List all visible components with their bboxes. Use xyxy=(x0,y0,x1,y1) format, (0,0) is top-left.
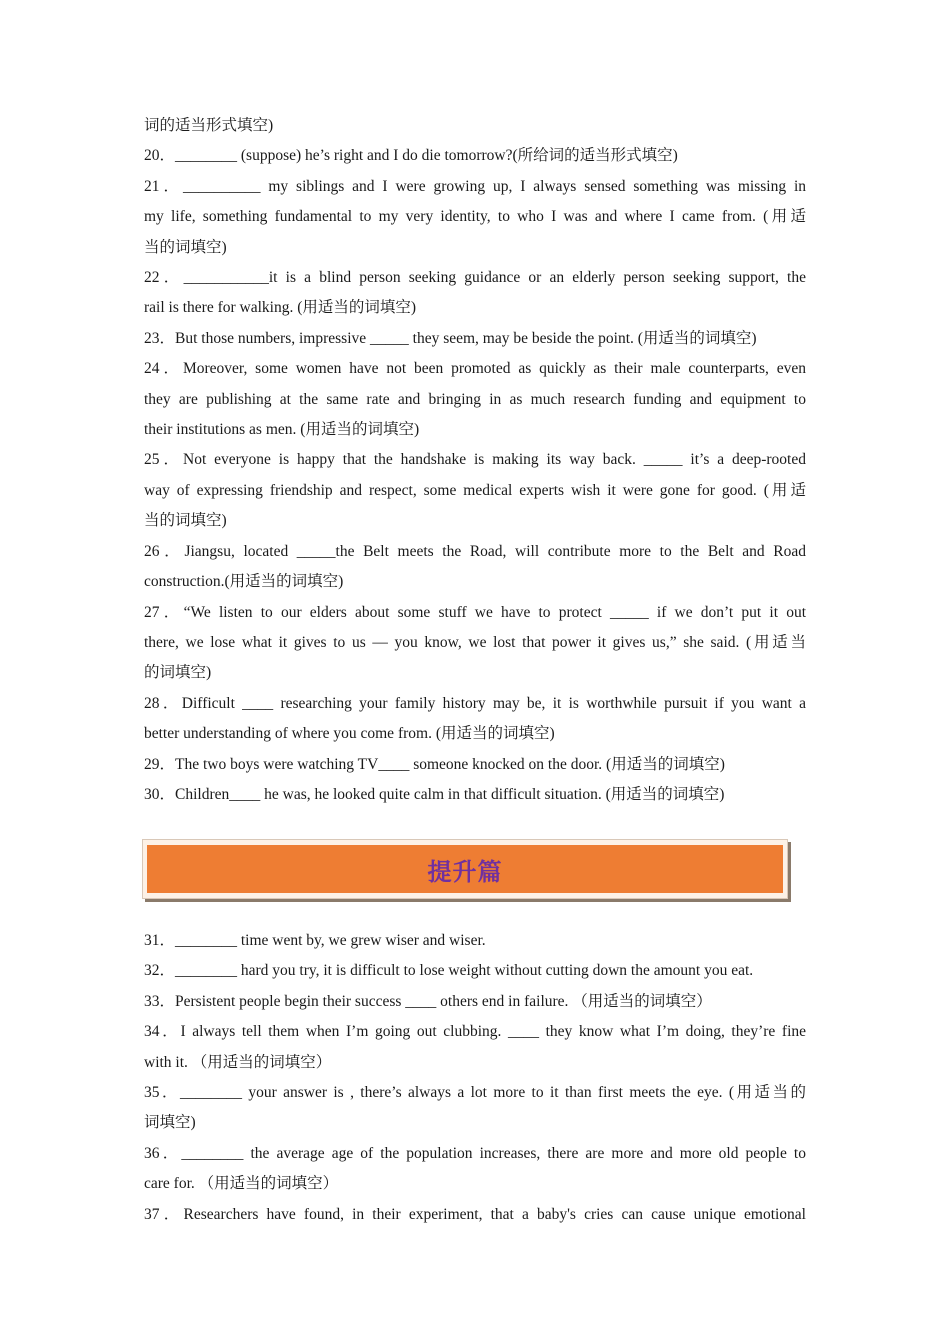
question-line: 21．__________ my siblings and I were growing up, I always sensed something was missing in xyxy=(144,177,806,195)
question-line: 27．“We listen to our elders about some stuff we have to protect _____ if we don’t put it out xyxy=(144,603,806,621)
exercise-list-part1 xyxy=(144,111,806,810)
question-line: 词的适当形式填空) xyxy=(144,117,274,134)
banner-fill xyxy=(147,845,783,893)
question-line: my life, something fundamental to my very identity, to who I was and where I came from. (用适 xyxy=(144,208,806,226)
question-line: 的词填空) xyxy=(144,664,212,682)
question-line: 37．Researchers have found, in their experiment, that a baby's cries can cause unique emotional xyxy=(144,1205,806,1223)
question-line: 23．But those numbers, impressive _____ they seem, may be beside the point. (用适当的词填空) xyxy=(144,329,757,347)
question-line: 30．Children____ he was, he looked quite calm in that difficult situation. (用适当的词填空) xyxy=(144,785,725,803)
question-line: 35．________ your answer is , there’s always a lot more to it than first meets the eye. (用适当的 xyxy=(144,1084,806,1102)
question-line: 词填空) xyxy=(144,1114,196,1132)
section-title: 提升篇 xyxy=(427,857,503,886)
question-line: 20．________ (suppose) he’s right and I do die tomorrow?(所给词的适当形式填空) xyxy=(144,147,678,165)
question-line: 26．Jiangsu, located _____the Belt meets the Road, will contribute more to the Belt and Road xyxy=(144,542,806,560)
question-line: better understanding of where you come from. (用适当的词填空) xyxy=(144,725,555,743)
question-line: 当的词填空) xyxy=(144,238,227,256)
question-line: 25．Not everyone is happy that the handshake is making its way back. _____ it’s a deep-rooted xyxy=(144,451,806,469)
exercise-list-part2 xyxy=(144,926,806,1230)
question-line: way of expressing friendship and respect, some medical experts wish it were gone for good. (用适 xyxy=(144,481,806,499)
question-line: 33．Persistent people begin their success ____ others end in failure. （用适当的词填空） xyxy=(144,992,712,1010)
question-line: 24．Moreover, some women have not been promoted as quickly as their male counterparts, even xyxy=(144,360,806,378)
question-line: 31．________ time went by, we grew wiser and wiser. xyxy=(144,932,486,949)
question-line: rail is there for walking. (用适当的词填空) xyxy=(144,299,417,317)
section-banner xyxy=(142,839,790,901)
question-line: 36．________ the average age of the population increases, there are more and more old people to xyxy=(144,1144,806,1162)
question-line: construction.(用适当的词填空) xyxy=(144,573,344,591)
question-line: 22．___________it is a blind person seeking guidance or an elderly person seeking support, the xyxy=(144,269,806,287)
question-line: there, we lose what it gives to us — you know, we lost that power it gives us,” she said. (用适当 xyxy=(144,633,806,651)
question-line: 28．Difficult ____ researching your family history may be, it is worthwhile pursuit if you want a xyxy=(144,694,806,712)
question-line: 当的词填空) xyxy=(144,512,227,530)
question-line: 34．I always tell them when I’m going out clubbing. ____ they know what I’m doing, they’re fine xyxy=(144,1023,806,1041)
question-line: 29．The two boys were watching TV____ someone knocked on the door. (用适当的词填空) xyxy=(144,755,725,773)
question-line: care for. （用适当的词填空） xyxy=(144,1175,339,1193)
question-line: their institutions as men. (用适当的词填空) xyxy=(144,421,420,439)
question-line: they are publishing at the same rate and bringing in as much research funding and equipment to xyxy=(144,390,806,408)
banner-frame xyxy=(142,839,788,899)
question-line: 32．________ hard you try, it is difficult to lose weight without cutting down the amount you eat. xyxy=(144,962,754,980)
question-line: with it. （用适当的词填空） xyxy=(144,1053,332,1071)
